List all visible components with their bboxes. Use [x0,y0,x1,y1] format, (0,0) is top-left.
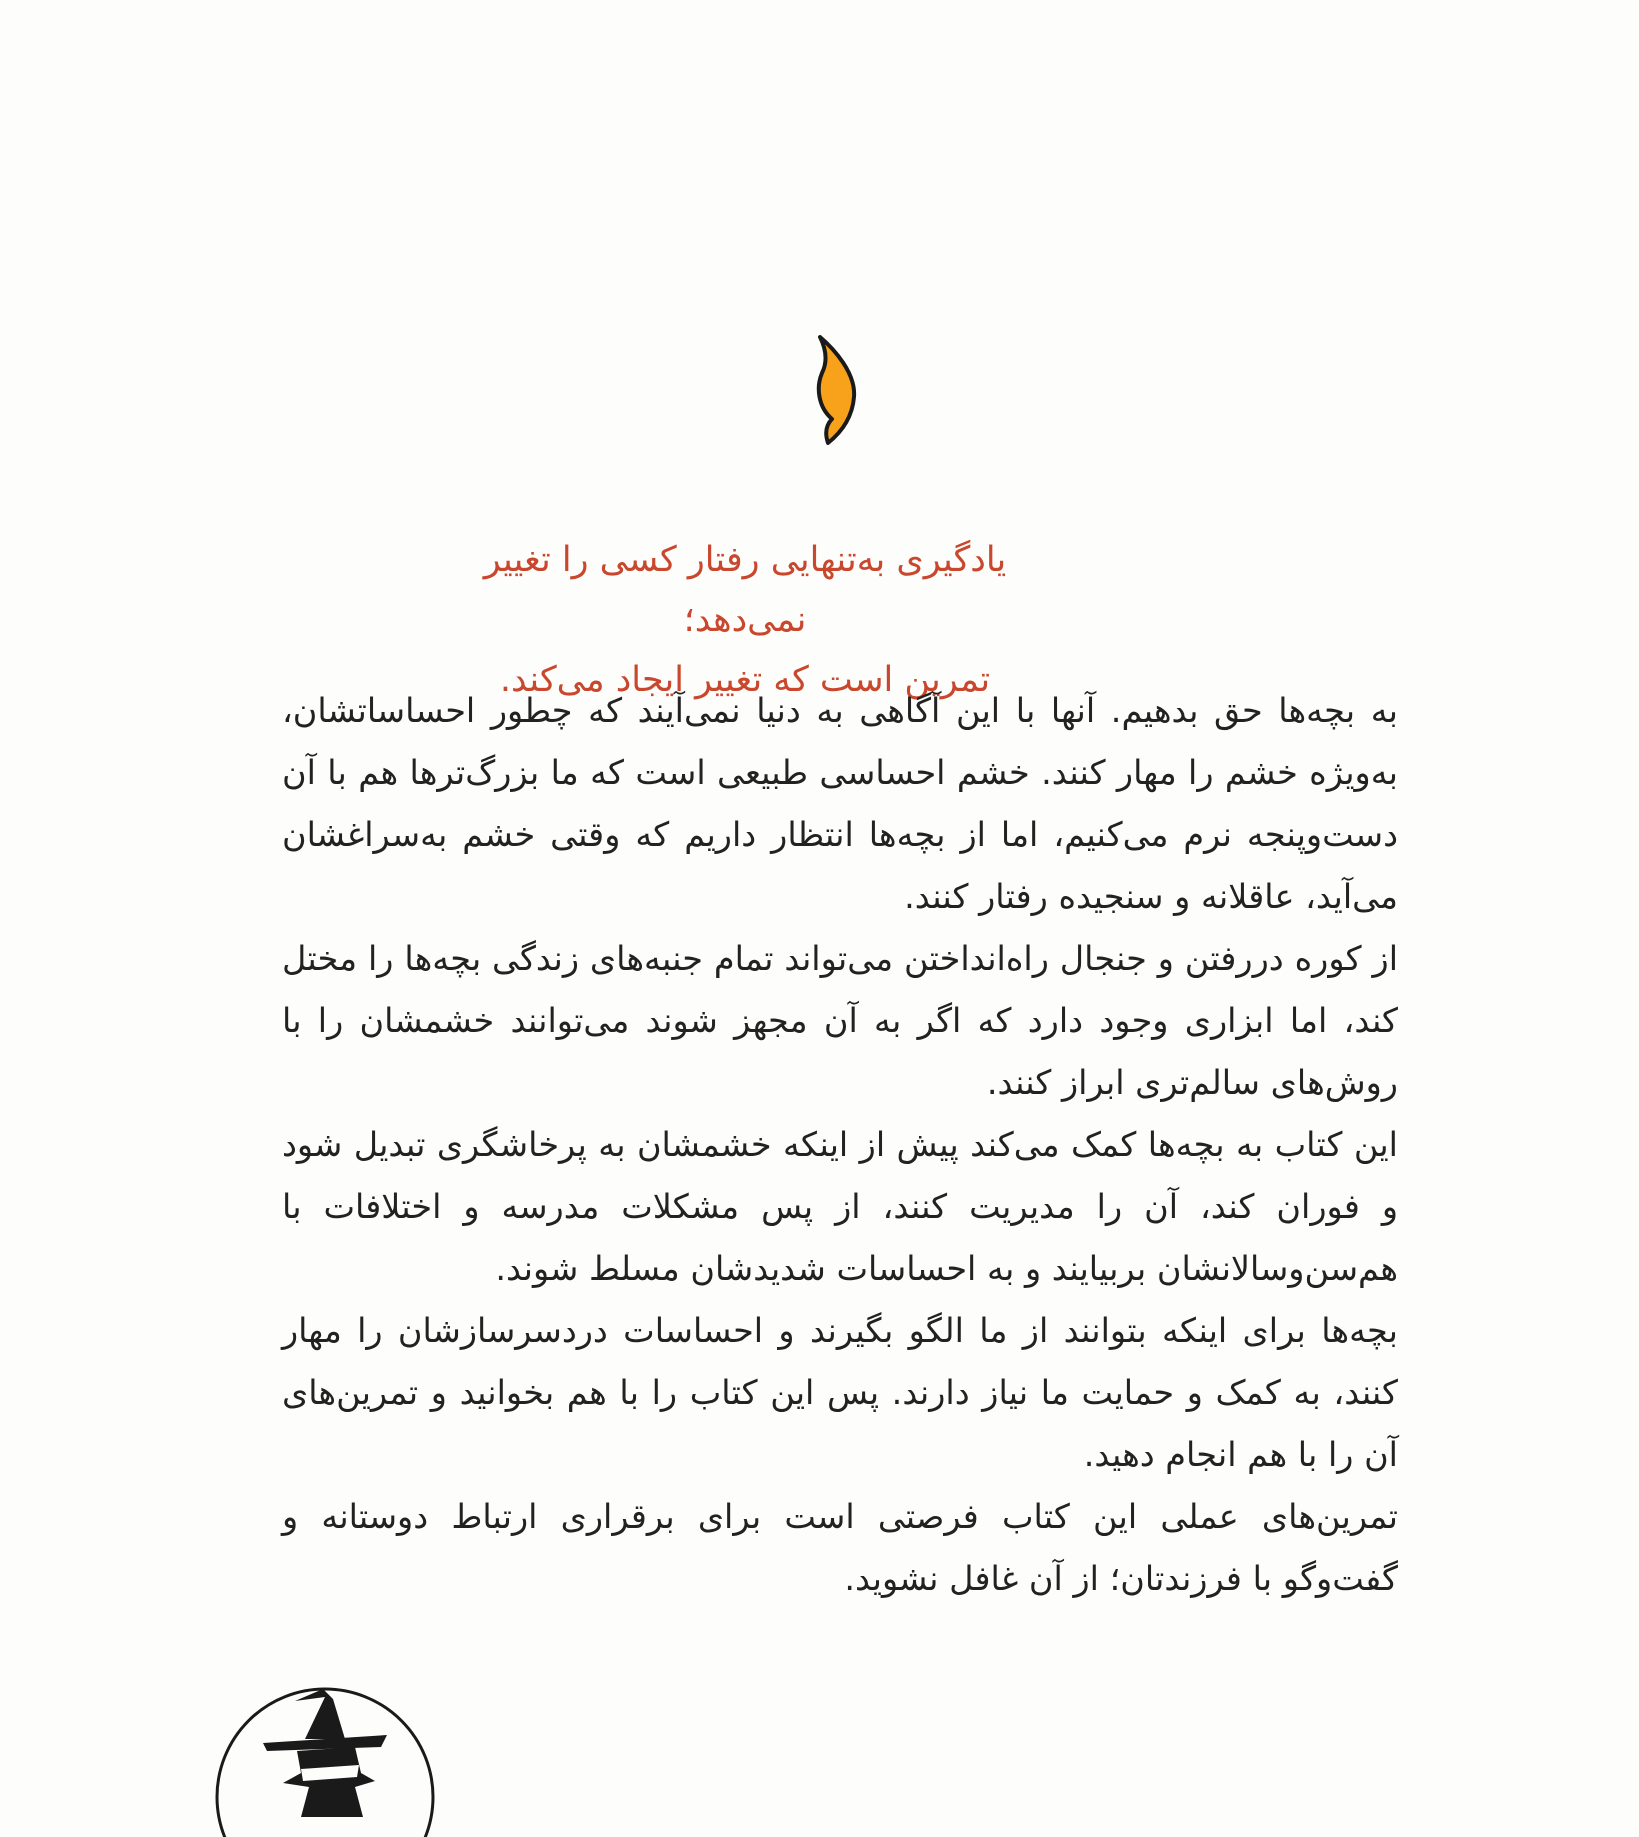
description-text [282,680,1398,1610]
paragraph-4: بچه‌ها برای اینکه بتوانند از ما الگو بگیرند و احساسات دردسرسازشان را مهار کنند، به کمک و حمایت ما نیاز دارند. پس این کتاب را با هم بخوانید و تمرین‌های آن را با هم انجام دهید. [282,1311,1398,1474]
publisher-logo-icon [205,1677,445,1837]
paragraph-2: از کوره دررفتن و جنجال راه‌انداختن می‌تواند تمام جنبه‌های زندگی بچه‌ها را مختل کند، اما ابزاری وجود دارد که اگر به آن مجهز شوند می‌توانند خشمشان را با روش‌های سالم‌تری ابراز کنند. [282,939,1398,1102]
flame-icon [812,335,862,447]
quote-line-2: تمرین است که تغییر ایجاد می‌کند. [499,660,991,700]
paragraph-3: این کتاب به بچه‌ها کمک می‌کند پیش از اینکه خشمشان به پرخاشگری تبدیل شود و فوران کند، آن را مدیریت کنند، از پس مشکلات مدرسه و اختلافات با هم‌سن‌وسالانشان بربیایند و به احساسات شدیدشان مسلط شوند. [282,1125,1398,1288]
paragraph-1: به بچه‌ها حق بدهیم. آنها با این آگاهی به دنیا نمی‌آیند که چطور احساساتشان، به‌ویژه خشم را مهار کنند. خشم احساسی طبیعی است که ما بزرگ‌ترها هم با آن دست‌وپنجه نرم می‌کنیم، اما از بچه‌ها انتظار داریم که وقتی خشم به‌سراغشان می‌آید، عاقلانه و سنجیده رفتار کنند. [282,691,1398,916]
paragraph-5: تمرین‌های عملی این کتاب فرصتی است برای برقراری ارتباط دوستانه و گفت‌وگو با فرزندتان؛ از آن غافل نشوید. [282,1497,1398,1598]
quote-line-1: یادگیری به‌تنهایی رفتار کسی را تغییر نمی‌دهد؛ [483,540,1007,640]
